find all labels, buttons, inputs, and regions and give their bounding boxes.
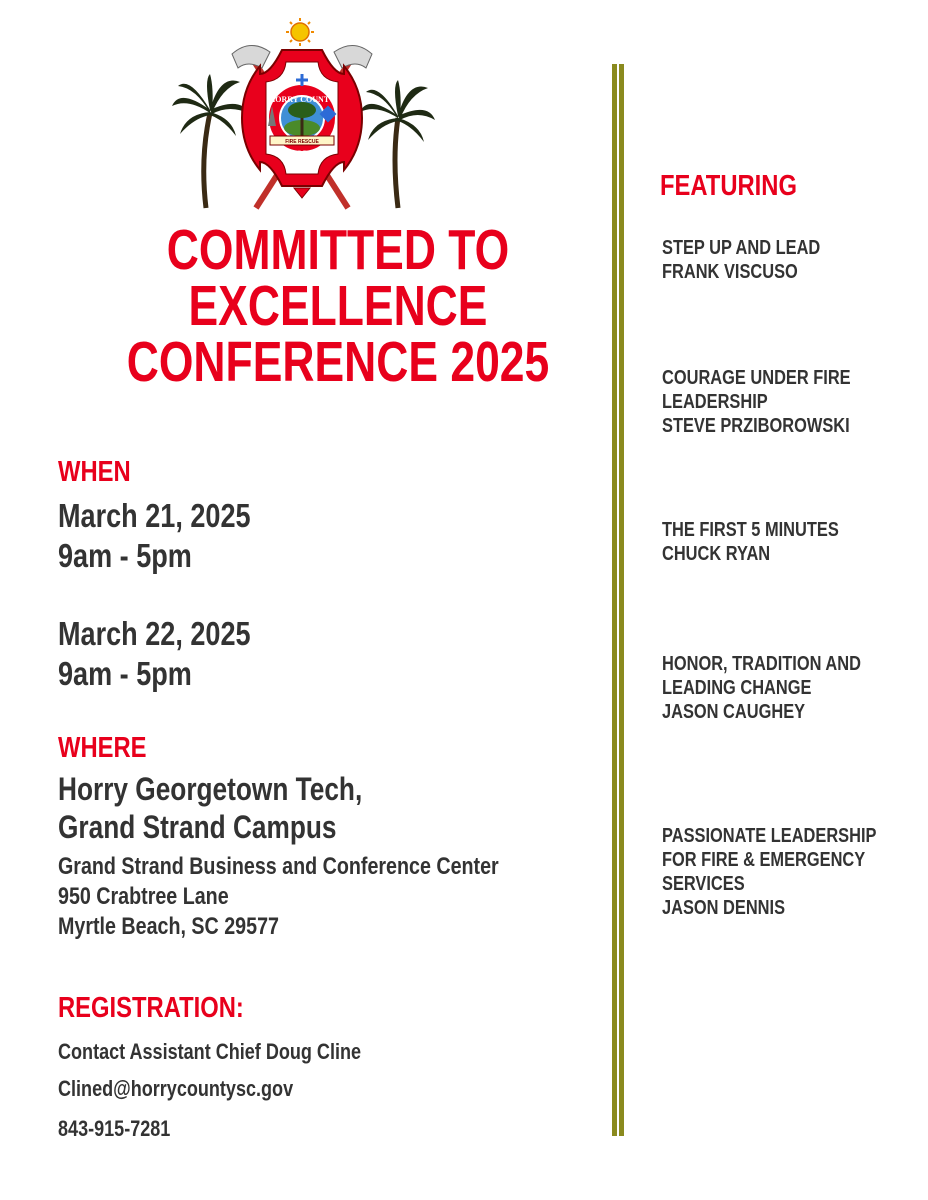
maltese-cross-icon [242,50,362,198]
session-title: COURAGE UNDER FIRE [662,367,851,389]
day2-time: 9am - 5pm [58,655,192,692]
where-venue [58,770,429,846]
session-title: HONOR, TRADITION AND [662,653,861,675]
registration-section [58,992,285,1025]
session-title: THE FIRST 5 MINUTES [662,519,839,541]
day1-time: 9am - 5pm [58,537,192,574]
session-speaker: FRANK VISCUSO [662,261,798,283]
featuring-heading: FEATURING [660,170,797,202]
session-speaker: JASON DENNIS [662,897,786,919]
session-1 [662,236,855,284]
session-title-cont: LEADERSHIP [662,391,768,413]
registration-phone: 843-915-7281 [58,1116,171,1141]
day1-block [58,496,293,576]
session-title-cont: FOR FIRE & EMERGENCY [662,849,866,871]
day1-date: March 21, 2025 [58,497,251,534]
conference-title [0,218,676,394]
session-title: STEP UP AND LEAD [662,237,821,259]
when-heading: WHEN [58,456,131,488]
registration-heading: REGISTRATION: [58,992,244,1024]
registration-contact: Contact Assistant Chief Doug Cline [58,1039,362,1064]
registration-email[interactable]: Clined@horrycountysc.gov [58,1076,294,1101]
venue-center: Grand Strand Business and Conference Center [58,853,499,880]
where-section [58,732,166,765]
registration-email-block [58,1076,345,1102]
venue-line-1: Horry Georgetown Tech, [58,771,363,807]
session-speaker: STEVE PRZIBOROWSKI [662,415,850,437]
day2-date: March 22, 2025 [58,615,251,652]
title-line-3: CONFERENCE 2025 [126,330,550,394]
title-line-1: COMMITTED TO [166,218,510,282]
registration-phone-block [58,1116,195,1142]
where-heading: WHERE [58,732,147,764]
session-speaker: JASON CAUGHEY [662,701,806,723]
session-2 [662,366,892,438]
session-speaker: CHUCK RYAN [662,543,771,565]
horry-county-fire-rescue-logo [170,18,435,218]
vertical-divider [612,64,624,1136]
logo-ring-text-bottom: SC [296,149,308,158]
when-section [58,456,147,489]
logo-ring-text-top: HORRY COUNTY [269,95,335,104]
venue-street: 950 Crabtree Lane [58,883,229,910]
session-3 [662,518,878,566]
title-line-2: EXCELLENCE [188,274,488,338]
session-5 [662,824,924,920]
session-4 [662,652,905,724]
session-title-cont: SERVICES [662,873,745,895]
session-title: PASSIONATE LEADERSHIP [662,825,877,847]
palm-tree-right-icon [360,80,435,208]
session-title-cont: LEADING CHANGE [662,677,812,699]
palm-tree-left-icon [172,74,250,208]
logo-banner-text: FIRE RESCUE [285,139,319,145]
venue-city: Myrtle Beach, SC 29577 [58,913,279,940]
sun-icon [286,18,314,46]
day2-block [58,614,293,694]
where-address [58,852,595,942]
venue-line-2: Grand Strand Campus [58,809,337,845]
registration-contact-block [58,1039,428,1065]
